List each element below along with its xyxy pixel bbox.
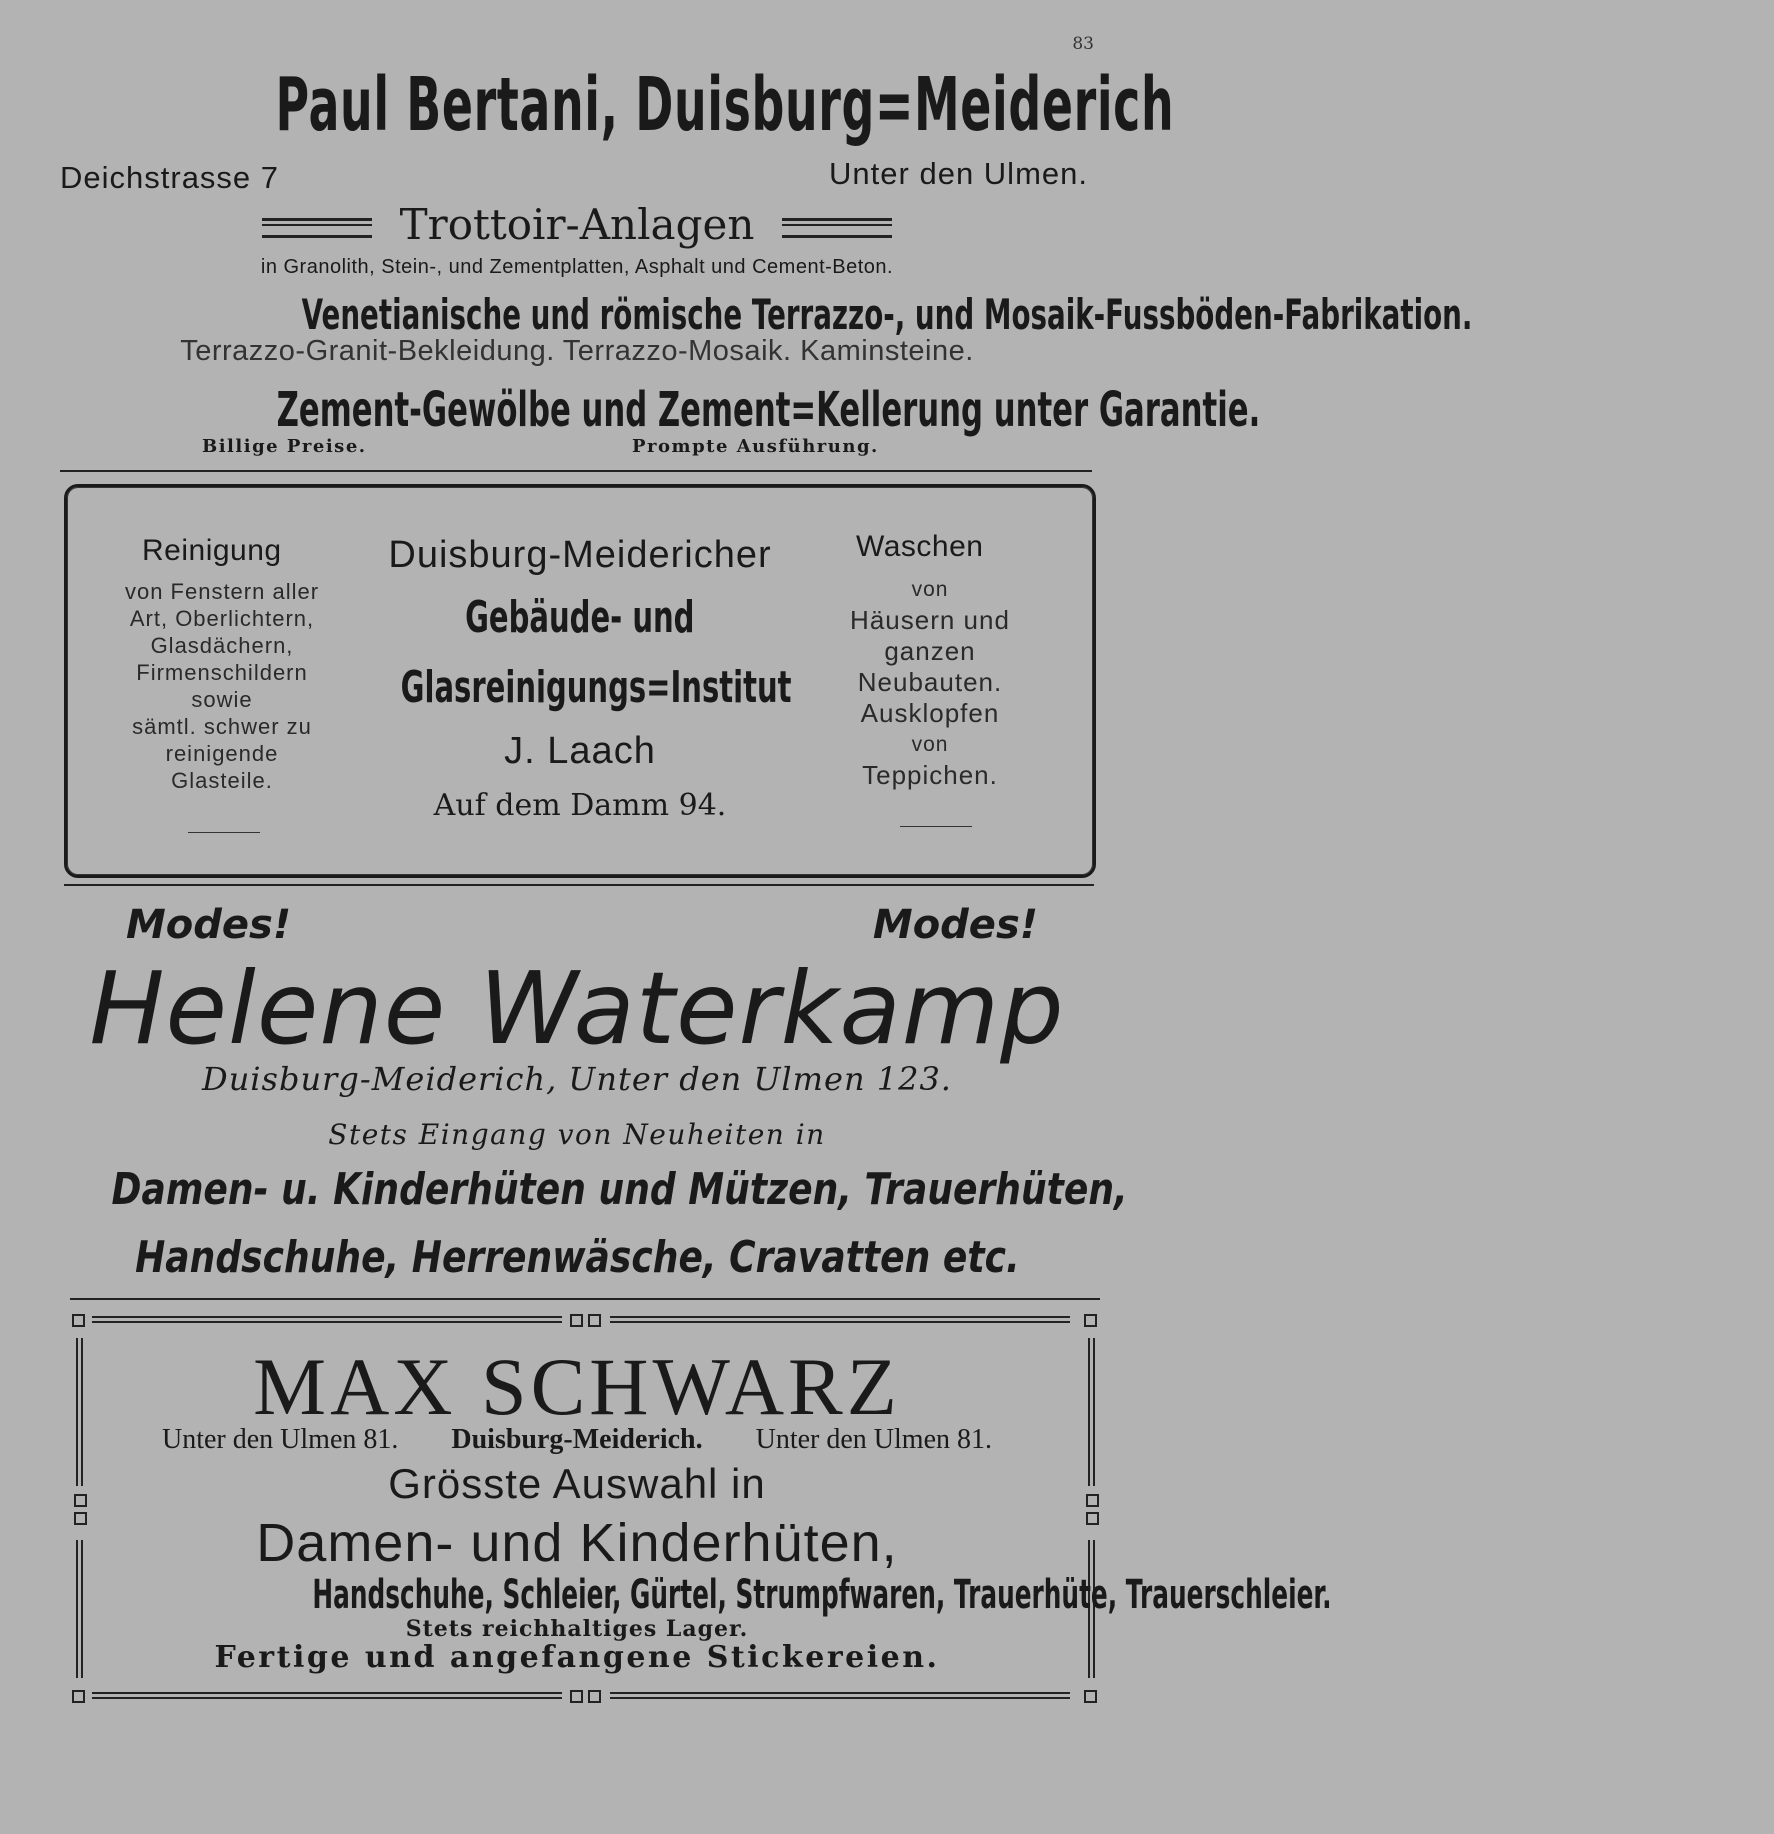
schwarz-address-left: Unter den Ulmen 81. — [162, 1424, 399, 1455]
short-rule — [900, 826, 972, 827]
bertani-execution-note: Prompte Ausführung. — [632, 436, 879, 457]
corner-square — [72, 1690, 85, 1703]
page-number: 83 — [1072, 34, 1094, 54]
schwarz-line2: Damen- und Kinderhüten, — [256, 1513, 898, 1573]
bertani-heading: Trottoir-Anlagen — [0, 200, 1154, 249]
frame-rule — [610, 1692, 1070, 1699]
schwarz-line1: Grösste Auswahl in — [388, 1460, 766, 1507]
schwarz-embroidery: Fertige und angefangene Stickereien. — [214, 1640, 940, 1675]
waterkamp-line1: Damen- u. Kinderhüten und Mützen, Trauerhüten, — [111, 1164, 1128, 1215]
laach-right-text: von Häusern und ganzen Neubauten. Ausklopfen von Teppichen. — [850, 578, 1010, 790]
corner-square — [1084, 1690, 1097, 1703]
ornament-square — [570, 1690, 583, 1703]
bertani-products: Terrazzo-Granit-Bekleidung. Terrazzo-Mosaik. Kaminsteine. — [180, 335, 974, 367]
laach-name: J. Laach — [504, 730, 656, 772]
bertani-price-note: Billige Preise. — [202, 436, 367, 457]
short-rule — [188, 832, 260, 833]
modes-right: Modes! — [872, 902, 1038, 948]
bertani-guarantee: Zement-Gewölbe und Zement=Kellerung unter Garantie. — [276, 382, 1261, 438]
modes-left: Modes! — [126, 902, 292, 948]
laach-right-title: Waschen — [856, 530, 984, 563]
laach-address: Auf dem Damm 94. — [433, 788, 727, 823]
bertani-specialty: Venetianische und römische Terrazzo-, und Mosaik-Fussböden-Fabrikation. — [301, 290, 1473, 339]
laach-center-line1: Duisburg-Meidericher — [388, 534, 772, 576]
corner-square — [72, 1314, 85, 1327]
schwarz-stock: Stets reichhaltiges Lager. — [405, 1616, 749, 1642]
laach-left-text: von Fenstern aller Art, Oberlichtern, Glasdächern, Firmenschildern sowie sämtl. schwer zu reinigende Glasteile. — [124, 579, 320, 793]
bertani-address-right: Unter den Ulmen. — [829, 156, 1088, 191]
waterkamp-name: Helene Waterkamp — [89, 950, 1065, 1067]
waterkamp-tagline: Stets Eingang von Neuheiten in — [328, 1118, 826, 1151]
divider — [64, 884, 1094, 886]
frame-rule — [92, 1692, 562, 1699]
laach-center-line2: Gebäude- und — [465, 592, 695, 643]
schwarz-name: MAX SCHWARZ — [253, 1341, 901, 1432]
schwarz-line3: Handschuhe, Schleier, Gürtel, Strumpfwaren, Trauerhüte, Trauerschleier. — [312, 1572, 1332, 1618]
corner-square — [1084, 1314, 1097, 1327]
laach-left-title: Reinigung — [142, 534, 282, 567]
waterkamp-address: Duisburg-Meiderich, Unter den Ulmen 123. — [202, 1060, 952, 1098]
divider — [70, 1298, 1100, 1300]
double-rule-left — [262, 218, 372, 238]
bertani-address-left: Deichstrasse 7 — [60, 160, 280, 195]
schwarz-address-right: Unter den Ulmen 81. — [755, 1424, 992, 1455]
double-rule-right — [782, 218, 892, 238]
ornament-square — [588, 1314, 601, 1327]
frame-rule — [92, 1316, 562, 1323]
bertani-materials: in Granolith, Stein-, und Zementplatten, Asphalt und Cement-Beton. — [260, 256, 894, 278]
divider — [60, 470, 1092, 472]
ornament-square — [570, 1314, 583, 1327]
schwarz-address-line — [0, 1424, 1154, 1456]
schwarz-city: Duisburg-Meiderich. — [451, 1424, 703, 1455]
frame-rule — [610, 1316, 1070, 1323]
ornament-square — [588, 1690, 601, 1703]
laach-center-line3: Glasreinigungs=Institut — [400, 662, 792, 713]
waterkamp-line2: Handschuhe, Herrenwäsche, Cravatten etc. — [134, 1232, 1020, 1283]
bertani-title: Paul Bertani, Duisburg=Meiderich — [275, 62, 1175, 148]
